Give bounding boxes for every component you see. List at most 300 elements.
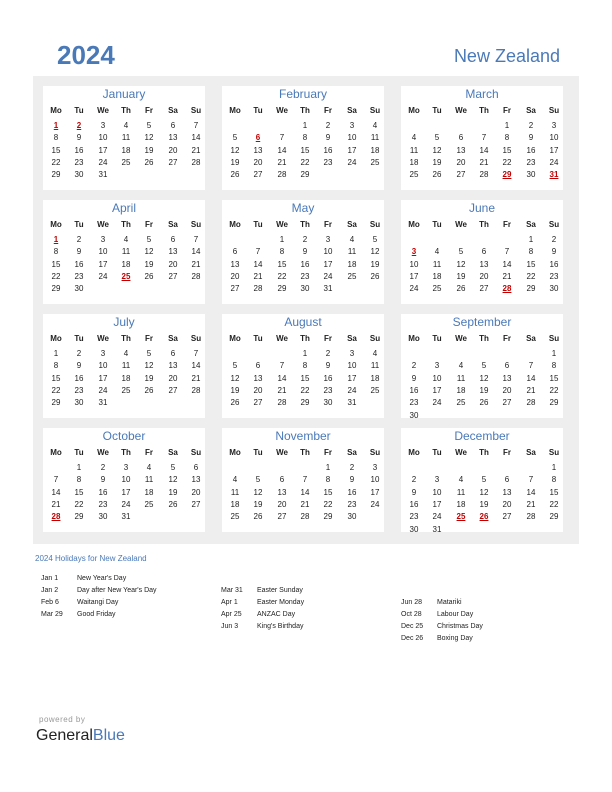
day-cell: 19 <box>168 487 178 497</box>
day-cell: 6 <box>255 361 261 371</box>
day-cell: 3 <box>434 475 440 485</box>
weekday-header: Su <box>190 220 202 229</box>
day-cell: 27 <box>168 271 178 281</box>
day-cell: 13 <box>191 475 201 485</box>
weekday-header: Mo <box>50 106 62 115</box>
day-cell: 7 <box>302 475 308 485</box>
day-cell: 14 <box>191 247 201 257</box>
holiday-date: Oct 28 <box>401 611 422 618</box>
day-cell: 17 <box>370 487 380 497</box>
weekday-header: Sa <box>526 220 536 229</box>
day-cell: 17 <box>98 373 108 383</box>
day-cell: 11 <box>456 487 466 497</box>
day-cell: 15 <box>502 145 512 155</box>
day-cell: 20 <box>168 259 178 269</box>
day-cell: 18 <box>144 487 154 497</box>
weekday-header: Mo <box>229 334 241 343</box>
day-cell: 5 <box>146 121 152 130</box>
weekday-header: Fr <box>503 334 511 343</box>
day-cell: 1 <box>302 121 308 130</box>
day-cell: 5 <box>232 133 238 143</box>
day-cell: 20 <box>191 487 201 497</box>
day-cell: 11 <box>347 247 357 257</box>
month-title: January <box>102 87 146 101</box>
day-cell: 15 <box>277 259 287 269</box>
day-cell: 5 <box>372 235 378 244</box>
weekday-header: Sa <box>526 106 536 115</box>
day-cell: 18 <box>432 271 442 281</box>
month-february <box>222 86 384 190</box>
month-title: August <box>284 315 322 329</box>
day-cell: 9 <box>325 133 331 143</box>
day-cell: 22 <box>51 385 61 395</box>
weekday-header: We <box>97 220 109 229</box>
weekday-header: We <box>455 334 467 343</box>
weekday-header: Th <box>479 334 489 343</box>
holiday-row <box>401 598 462 607</box>
day-cell: 27 <box>277 512 287 522</box>
weekday-header: We <box>97 448 109 457</box>
day-cell: 16 <box>98 487 108 497</box>
day-cell: 17 <box>409 271 419 281</box>
day-cell: 2 <box>325 121 331 130</box>
weekday-header: Mo <box>408 220 420 229</box>
holiday-day-cell: 31 <box>549 170 559 180</box>
day-cell: 16 <box>409 385 419 395</box>
day-cell: 28 <box>191 271 201 281</box>
day-cell: 5 <box>481 475 487 485</box>
day-cell: 19 <box>253 499 263 509</box>
month-title: April <box>111 201 136 215</box>
holiday-row <box>221 622 303 631</box>
weekday-header: Su <box>369 334 381 343</box>
month-title: September <box>452 315 512 329</box>
day-cell: 29 <box>549 398 559 408</box>
holiday-day-cell: 6 <box>255 133 261 143</box>
day-cell: 3 <box>349 349 355 358</box>
day-cell: 22 <box>502 157 512 167</box>
day-cell: 10 <box>347 361 357 371</box>
day-cell: 19 <box>479 499 489 509</box>
day-cell: 28 <box>277 170 287 180</box>
weekday-header: Tu <box>74 448 84 457</box>
weekday-header: Fr <box>145 106 153 115</box>
day-cell: 17 <box>98 259 108 269</box>
day-cell: 26 <box>370 271 380 281</box>
month-december <box>401 428 563 532</box>
day-cell: 17 <box>347 373 357 383</box>
day-cell: 12 <box>479 487 489 497</box>
holiday-row <box>221 586 303 595</box>
day-cell: 20 <box>168 145 178 155</box>
month-january <box>43 86 205 190</box>
day-cell: 24 <box>98 271 108 281</box>
weekday-header: Th <box>121 220 131 229</box>
weekday-header: Su <box>548 220 560 229</box>
day-cell: 13 <box>479 259 489 269</box>
day-cell: 3 <box>551 121 557 130</box>
day-cell: 25 <box>121 385 131 395</box>
day-cell: 4 <box>458 361 464 371</box>
holiday-date: Mar 31 <box>221 587 243 594</box>
day-cell: 2 <box>411 475 417 485</box>
day-cell: 17 <box>347 145 357 155</box>
day-cell: 24 <box>323 271 333 281</box>
day-cell: 18 <box>456 499 466 509</box>
day-cell: 15 <box>74 487 84 497</box>
day-cell: 23 <box>98 499 108 509</box>
day-cell: 30 <box>526 170 536 180</box>
day-cell: 26 <box>432 170 442 180</box>
day-cell: 12 <box>168 475 178 485</box>
day-cell: 12 <box>432 145 442 155</box>
weekday-header: Fr <box>324 106 332 115</box>
day-cell: 9 <box>76 361 82 371</box>
day-cell: 1 <box>504 121 510 130</box>
day-cell: 26 <box>253 512 263 522</box>
day-cell: 24 <box>98 385 108 395</box>
day-cell: 8 <box>302 361 308 371</box>
holiday-name: King's Birthday <box>257 623 304 630</box>
day-cell: 28 <box>526 398 536 408</box>
day-cell: 24 <box>370 499 380 509</box>
weekday-header: Sa <box>526 448 536 457</box>
month-title: February <box>278 87 328 101</box>
weekday-header: We <box>97 106 109 115</box>
day-cell: 23 <box>74 271 84 281</box>
weekday-header: Su <box>369 220 381 229</box>
holiday-day-cell: 1 <box>53 235 59 244</box>
day-cell: 19 <box>230 157 240 167</box>
weekday-header: Fr <box>145 448 153 457</box>
day-cell: 18 <box>409 157 419 167</box>
day-cell: 2 <box>528 121 534 130</box>
day-cell: 10 <box>347 133 357 143</box>
day-cell: 19 <box>144 259 154 269</box>
day-cell: 20 <box>502 499 512 509</box>
weekday-header: We <box>455 106 467 115</box>
day-cell: 10 <box>409 259 419 269</box>
day-cell: 20 <box>230 271 240 281</box>
day-cell: 21 <box>277 385 287 395</box>
day-cell: 1 <box>76 463 82 472</box>
day-cell: 5 <box>458 247 464 257</box>
day-cell: 8 <box>302 133 308 143</box>
weekday-header: We <box>97 334 109 343</box>
weekday-header: Tu <box>432 106 442 115</box>
day-cell: 7 <box>504 247 510 257</box>
day-cell: 25 <box>230 512 240 522</box>
day-cell: 12 <box>144 361 154 371</box>
day-cell: 29 <box>51 170 61 180</box>
day-cell: 23 <box>347 499 357 509</box>
holiday-day-cell: 2 <box>76 121 82 130</box>
holiday-date: Jun 28 <box>401 599 423 606</box>
day-cell: 20 <box>502 385 512 395</box>
day-cell: 2 <box>76 235 82 244</box>
holiday-row <box>41 574 126 583</box>
day-cell: 5 <box>481 361 487 371</box>
weekday-header: Th <box>300 448 310 457</box>
weekday-header: Tu <box>432 448 442 457</box>
weekday-header: Tu <box>74 220 84 229</box>
weekday-header: Sa <box>347 334 357 343</box>
day-cell: 27 <box>502 398 512 408</box>
holiday-row <box>221 598 304 607</box>
day-cell: 16 <box>74 373 84 383</box>
day-cell: 28 <box>526 512 536 522</box>
day-cell: 10 <box>432 373 442 383</box>
day-cell: 21 <box>526 499 536 509</box>
day-cell: 25 <box>370 157 380 167</box>
day-cell: 15 <box>300 373 310 383</box>
day-cell: 8 <box>279 247 285 257</box>
day-cell: 14 <box>526 487 536 497</box>
day-cell: 29 <box>51 398 61 408</box>
day-cell: 6 <box>481 247 487 257</box>
day-cell: 20 <box>253 157 263 167</box>
holiday-date: Jan 2 <box>41 587 59 594</box>
day-cell: 4 <box>349 235 355 244</box>
day-cell: 7 <box>528 361 534 371</box>
day-cell: 20 <box>456 157 466 167</box>
day-cell: 18 <box>370 145 380 155</box>
weekday-header: We <box>276 334 288 343</box>
day-cell: 14 <box>502 259 512 269</box>
day-cell: 28 <box>300 512 310 522</box>
weekday-header: We <box>276 448 288 457</box>
day-cell: 8 <box>528 247 534 257</box>
weekday-header: Su <box>548 106 560 115</box>
day-cell: 31 <box>98 398 108 408</box>
day-cell: 21 <box>277 157 287 167</box>
day-cell: 30 <box>409 524 419 534</box>
day-cell: 9 <box>551 247 557 257</box>
weekday-header: Th <box>121 448 131 457</box>
day-cell: 11 <box>144 475 154 485</box>
day-cell: 4 <box>123 349 129 358</box>
day-cell: 23 <box>409 398 419 408</box>
weekday-header: Th <box>121 106 131 115</box>
day-cell: 13 <box>168 361 178 371</box>
month-title: November <box>275 429 331 443</box>
day-cell: 20 <box>253 385 263 395</box>
day-cell: 23 <box>74 385 84 395</box>
day-cell: 14 <box>191 133 201 143</box>
day-cell: 27 <box>253 398 263 408</box>
day-cell: 1 <box>551 349 557 358</box>
month-november <box>222 428 384 532</box>
day-cell: 31 <box>121 512 131 522</box>
day-cell: 4 <box>123 235 129 244</box>
day-cell: 13 <box>253 145 263 155</box>
day-cell: 9 <box>76 133 82 143</box>
day-cell: 29 <box>526 284 536 294</box>
day-cell: 8 <box>53 133 59 143</box>
weekday-header: Tu <box>432 220 442 229</box>
holiday-day-cell: 28 <box>51 512 61 522</box>
month-july <box>43 314 205 418</box>
weekday-header: Fr <box>324 334 332 343</box>
day-cell: 7 <box>193 349 199 358</box>
day-cell: 13 <box>168 133 178 143</box>
powered-by-label: powered by <box>39 715 86 724</box>
day-cell: 26 <box>230 398 240 408</box>
brand-logo: GeneralBlue <box>36 727 125 744</box>
day-cell: 6 <box>170 121 176 130</box>
day-cell: 19 <box>456 271 466 281</box>
day-cell: 9 <box>411 373 417 383</box>
day-cell: 29 <box>74 512 84 522</box>
day-cell: 7 <box>481 133 487 143</box>
day-cell: 24 <box>121 499 131 509</box>
weekday-header: Mo <box>50 220 62 229</box>
holiday-date: Jan 1 <box>41 575 59 582</box>
day-cell: 23 <box>300 271 310 281</box>
day-cell: 18 <box>121 373 131 383</box>
day-cell: 1 <box>528 235 534 244</box>
day-cell: 24 <box>347 157 357 167</box>
day-cell: 18 <box>230 499 240 509</box>
day-cell: 21 <box>300 499 310 509</box>
day-cell: 28 <box>191 157 201 167</box>
day-cell: 12 <box>144 133 154 143</box>
day-cell: 6 <box>232 247 238 257</box>
day-cell: 10 <box>370 475 380 485</box>
day-cell: 16 <box>323 373 333 383</box>
day-cell: 29 <box>51 284 61 294</box>
day-cell: 2 <box>325 349 331 358</box>
holiday-name: Christmas Day <box>437 623 483 630</box>
day-cell: 14 <box>51 487 61 497</box>
weekday-header: Th <box>479 106 489 115</box>
day-cell: 23 <box>323 385 333 395</box>
weekday-header: Su <box>369 106 381 115</box>
day-cell: 15 <box>323 487 333 497</box>
day-cell: 8 <box>504 133 510 143</box>
day-cell: 10 <box>98 247 108 257</box>
day-cell: 19 <box>144 145 154 155</box>
day-cell: 19 <box>144 373 154 383</box>
weekday-header: Sa <box>168 334 178 343</box>
day-cell: 4 <box>372 121 378 130</box>
holiday-name: Easter Sunday <box>257 587 303 594</box>
day-cell: 1 <box>551 463 557 472</box>
weekday-header: We <box>455 448 467 457</box>
day-cell: 11 <box>121 133 131 143</box>
day-cell: 6 <box>504 361 510 371</box>
holiday-row <box>41 610 116 619</box>
weekday-header: Fr <box>503 220 511 229</box>
day-cell: 15 <box>51 259 61 269</box>
day-cell: 13 <box>456 145 466 155</box>
day-cell: 13 <box>168 247 178 257</box>
day-cell: 12 <box>230 373 240 383</box>
day-cell: 3 <box>349 121 355 130</box>
day-cell: 25 <box>370 385 380 395</box>
holiday-row <box>41 586 157 595</box>
day-cell: 31 <box>98 170 108 180</box>
day-cell: 7 <box>279 361 285 371</box>
holiday-day-cell: 3 <box>411 247 417 257</box>
holiday-date: Dec 25 <box>401 623 424 630</box>
day-cell: 3 <box>434 361 440 371</box>
day-cell: 18 <box>347 259 357 269</box>
day-cell: 5 <box>146 235 152 244</box>
day-cell: 21 <box>191 145 201 155</box>
day-cell: 5 <box>170 463 176 472</box>
day-cell: 30 <box>347 512 357 522</box>
day-cell: 24 <box>549 157 559 167</box>
day-cell: 2 <box>76 349 82 358</box>
day-cell: 14 <box>526 373 536 383</box>
holiday-row <box>221 610 295 619</box>
day-cell: 8 <box>551 475 557 485</box>
day-cell: 31 <box>323 284 333 294</box>
day-cell: 14 <box>277 373 287 383</box>
day-cell: 29 <box>549 512 559 522</box>
day-cell: 21 <box>526 385 536 395</box>
day-cell: 27 <box>191 499 201 509</box>
month-title: March <box>465 87 499 101</box>
day-cell: 7 <box>193 121 199 130</box>
day-cell: 6 <box>279 475 285 485</box>
day-cell: 25 <box>144 499 154 509</box>
day-cell: 27 <box>253 170 263 180</box>
weekday-header: Tu <box>253 448 263 457</box>
holiday-row <box>401 634 473 643</box>
day-cell: 10 <box>98 361 108 371</box>
day-cell: 24 <box>432 398 442 408</box>
holiday-day-cell: 28 <box>502 284 512 294</box>
day-cell: 20 <box>479 271 489 281</box>
day-cell: 5 <box>434 133 440 143</box>
day-cell: 2 <box>302 235 308 244</box>
weekday-header: Th <box>479 220 489 229</box>
day-cell: 21 <box>502 271 512 281</box>
holiday-row <box>41 598 118 607</box>
weekday-header: We <box>276 106 288 115</box>
weekday-header: Th <box>300 220 310 229</box>
weekday-header: Mo <box>229 106 241 115</box>
day-cell: 11 <box>432 259 442 269</box>
holiday-name: Day after New Year's Day <box>77 587 157 594</box>
day-cell: 8 <box>551 361 557 371</box>
day-cell: 24 <box>432 512 442 522</box>
day-cell: 17 <box>432 499 442 509</box>
weekday-header: Mo <box>229 220 241 229</box>
holiday-day-cell: 26 <box>479 512 489 522</box>
weekday-header: Th <box>479 448 489 457</box>
holiday-date: Apr 1 <box>221 599 238 606</box>
day-cell: 16 <box>409 499 419 509</box>
month-june <box>401 200 563 304</box>
holiday-name: Easter Monday <box>257 599 305 606</box>
holiday-date: Apr 25 <box>221 611 242 618</box>
weekday-header: Mo <box>408 334 420 343</box>
country-name: New Zealand <box>453 46 560 66</box>
day-cell: 9 <box>325 361 331 371</box>
month-title: May <box>291 201 315 215</box>
day-cell: 20 <box>168 373 178 383</box>
holiday-row <box>401 610 473 619</box>
day-cell: 26 <box>144 157 154 167</box>
day-cell: 27 <box>502 512 512 522</box>
day-cell: 4 <box>232 475 238 485</box>
weekday-header: Sa <box>347 448 357 457</box>
day-cell: 19 <box>432 157 442 167</box>
holiday-name: Good Friday <box>77 611 116 618</box>
